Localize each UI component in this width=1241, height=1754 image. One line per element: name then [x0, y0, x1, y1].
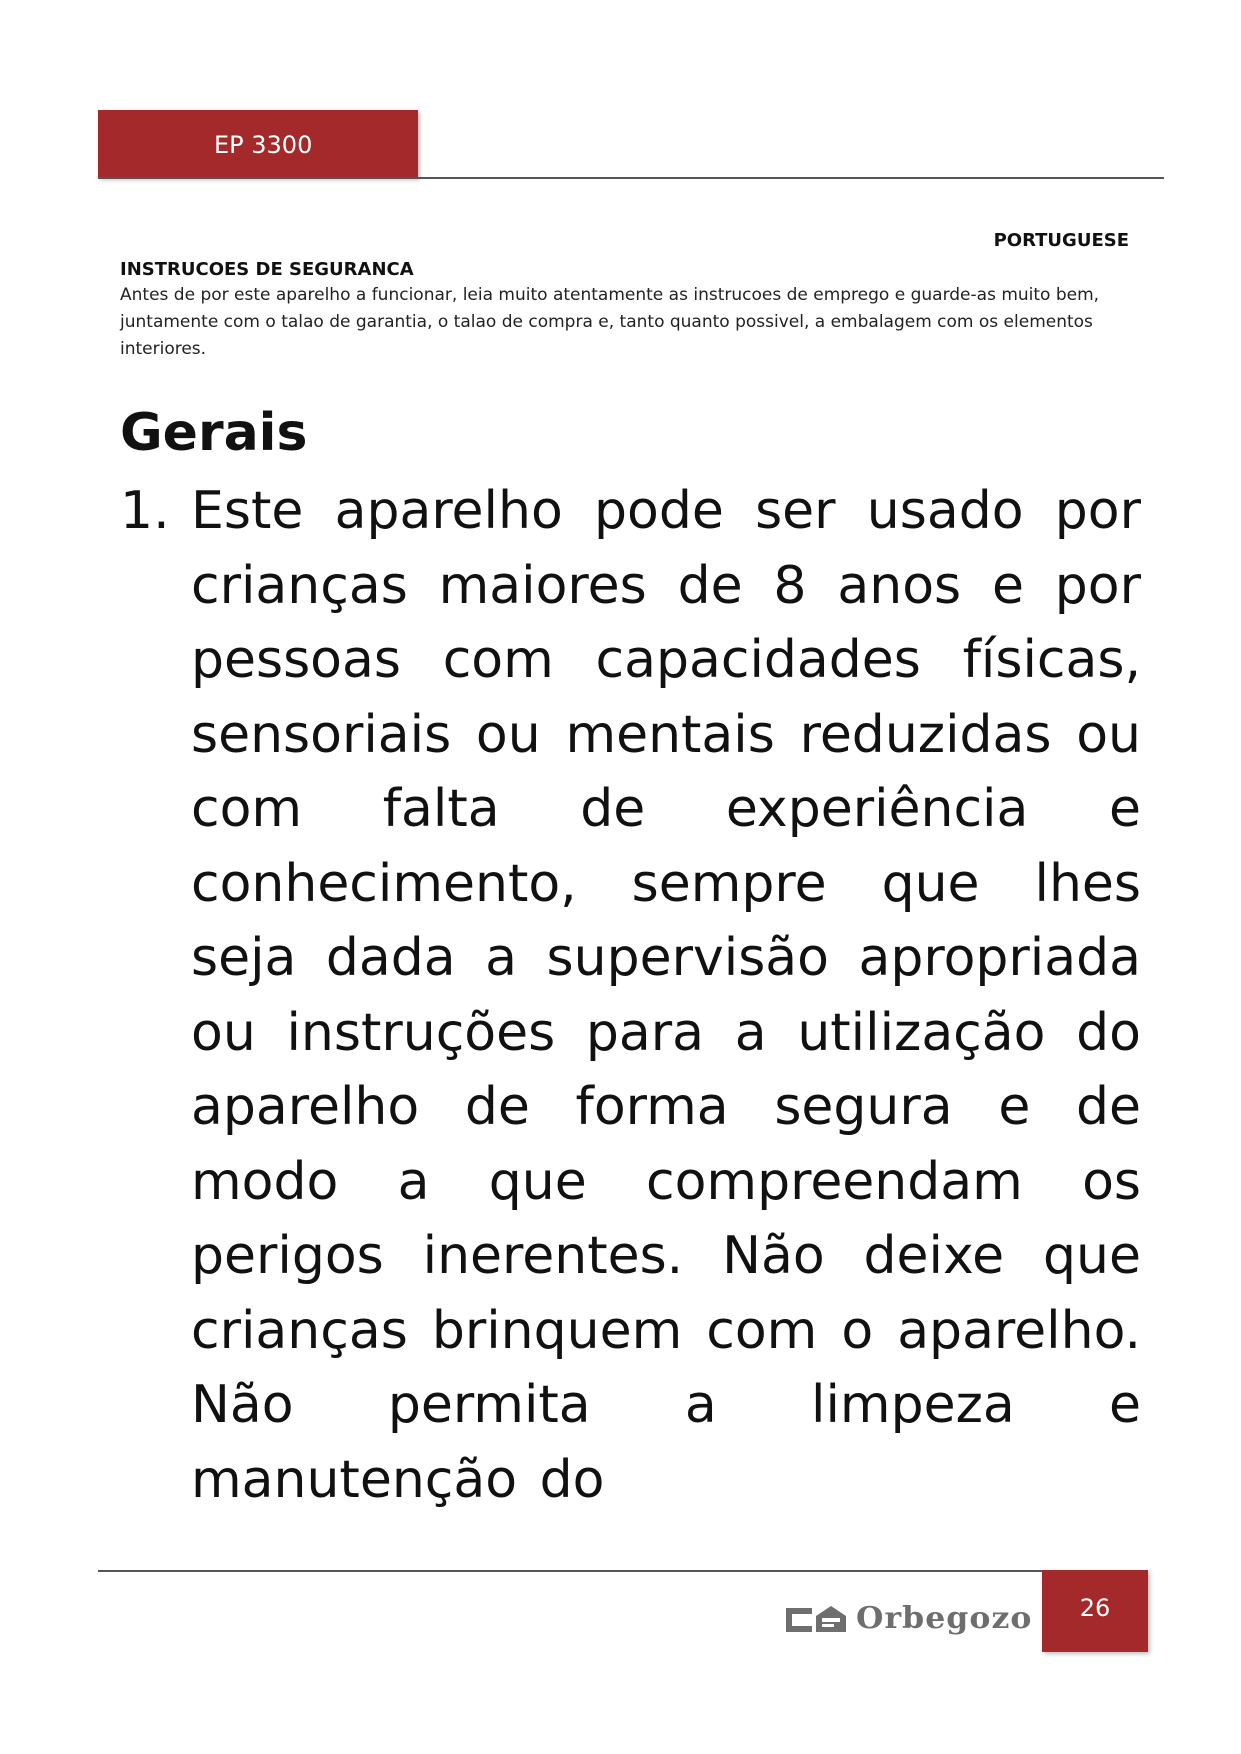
- orbegozo-logo-icon: [786, 1604, 848, 1634]
- header-model-tab: [98, 110, 418, 178]
- brand-logo: [786, 1598, 1033, 1640]
- page-number: [1042, 1570, 1148, 1652]
- list-item-text: Este aparelho pode ser usado por crianças maiores de 8 anos e por pessoas com capacidades físicas, sensoriais ou mentais reduzidas ou com falta de experiência e conhecimento, sempre que lhes seja dada a supervisão apropriada ou instruções para a utilização do aparelho de forma segura e de modo a que compreendam os perigos inerentes. Não deixe que crianças brinquem com o aparelho. Não permita a limpeza e manutenção do: [191, 481, 1141, 1510]
- list-item-number: 1.: [120, 481, 170, 541]
- footer-divider: [98, 1570, 1043, 1572]
- section-heading: Gerais: [120, 403, 308, 463]
- page-number-value: 26: [1079, 1594, 1111, 1622]
- brand-wordmark: Orbegozo: [856, 1601, 1033, 1636]
- model-name: EP 3300: [214, 131, 313, 159]
- language-label: PORTUGUESE: [993, 230, 1129, 251]
- safety-intro-paragraph: Antes de por este aparelho a funcionar, leia muito atentamente as instrucoes de emprego e guarde-as muito bem, juntamente com o talao de garantia, o talao de compra e, tanto quanto possivel, a embalagem com os elementos interiores.: [120, 285, 1100, 359]
- header-divider: [98, 177, 1164, 179]
- safety-instructions-title: INSTRUCOES DE SEGURANCA: [120, 259, 414, 280]
